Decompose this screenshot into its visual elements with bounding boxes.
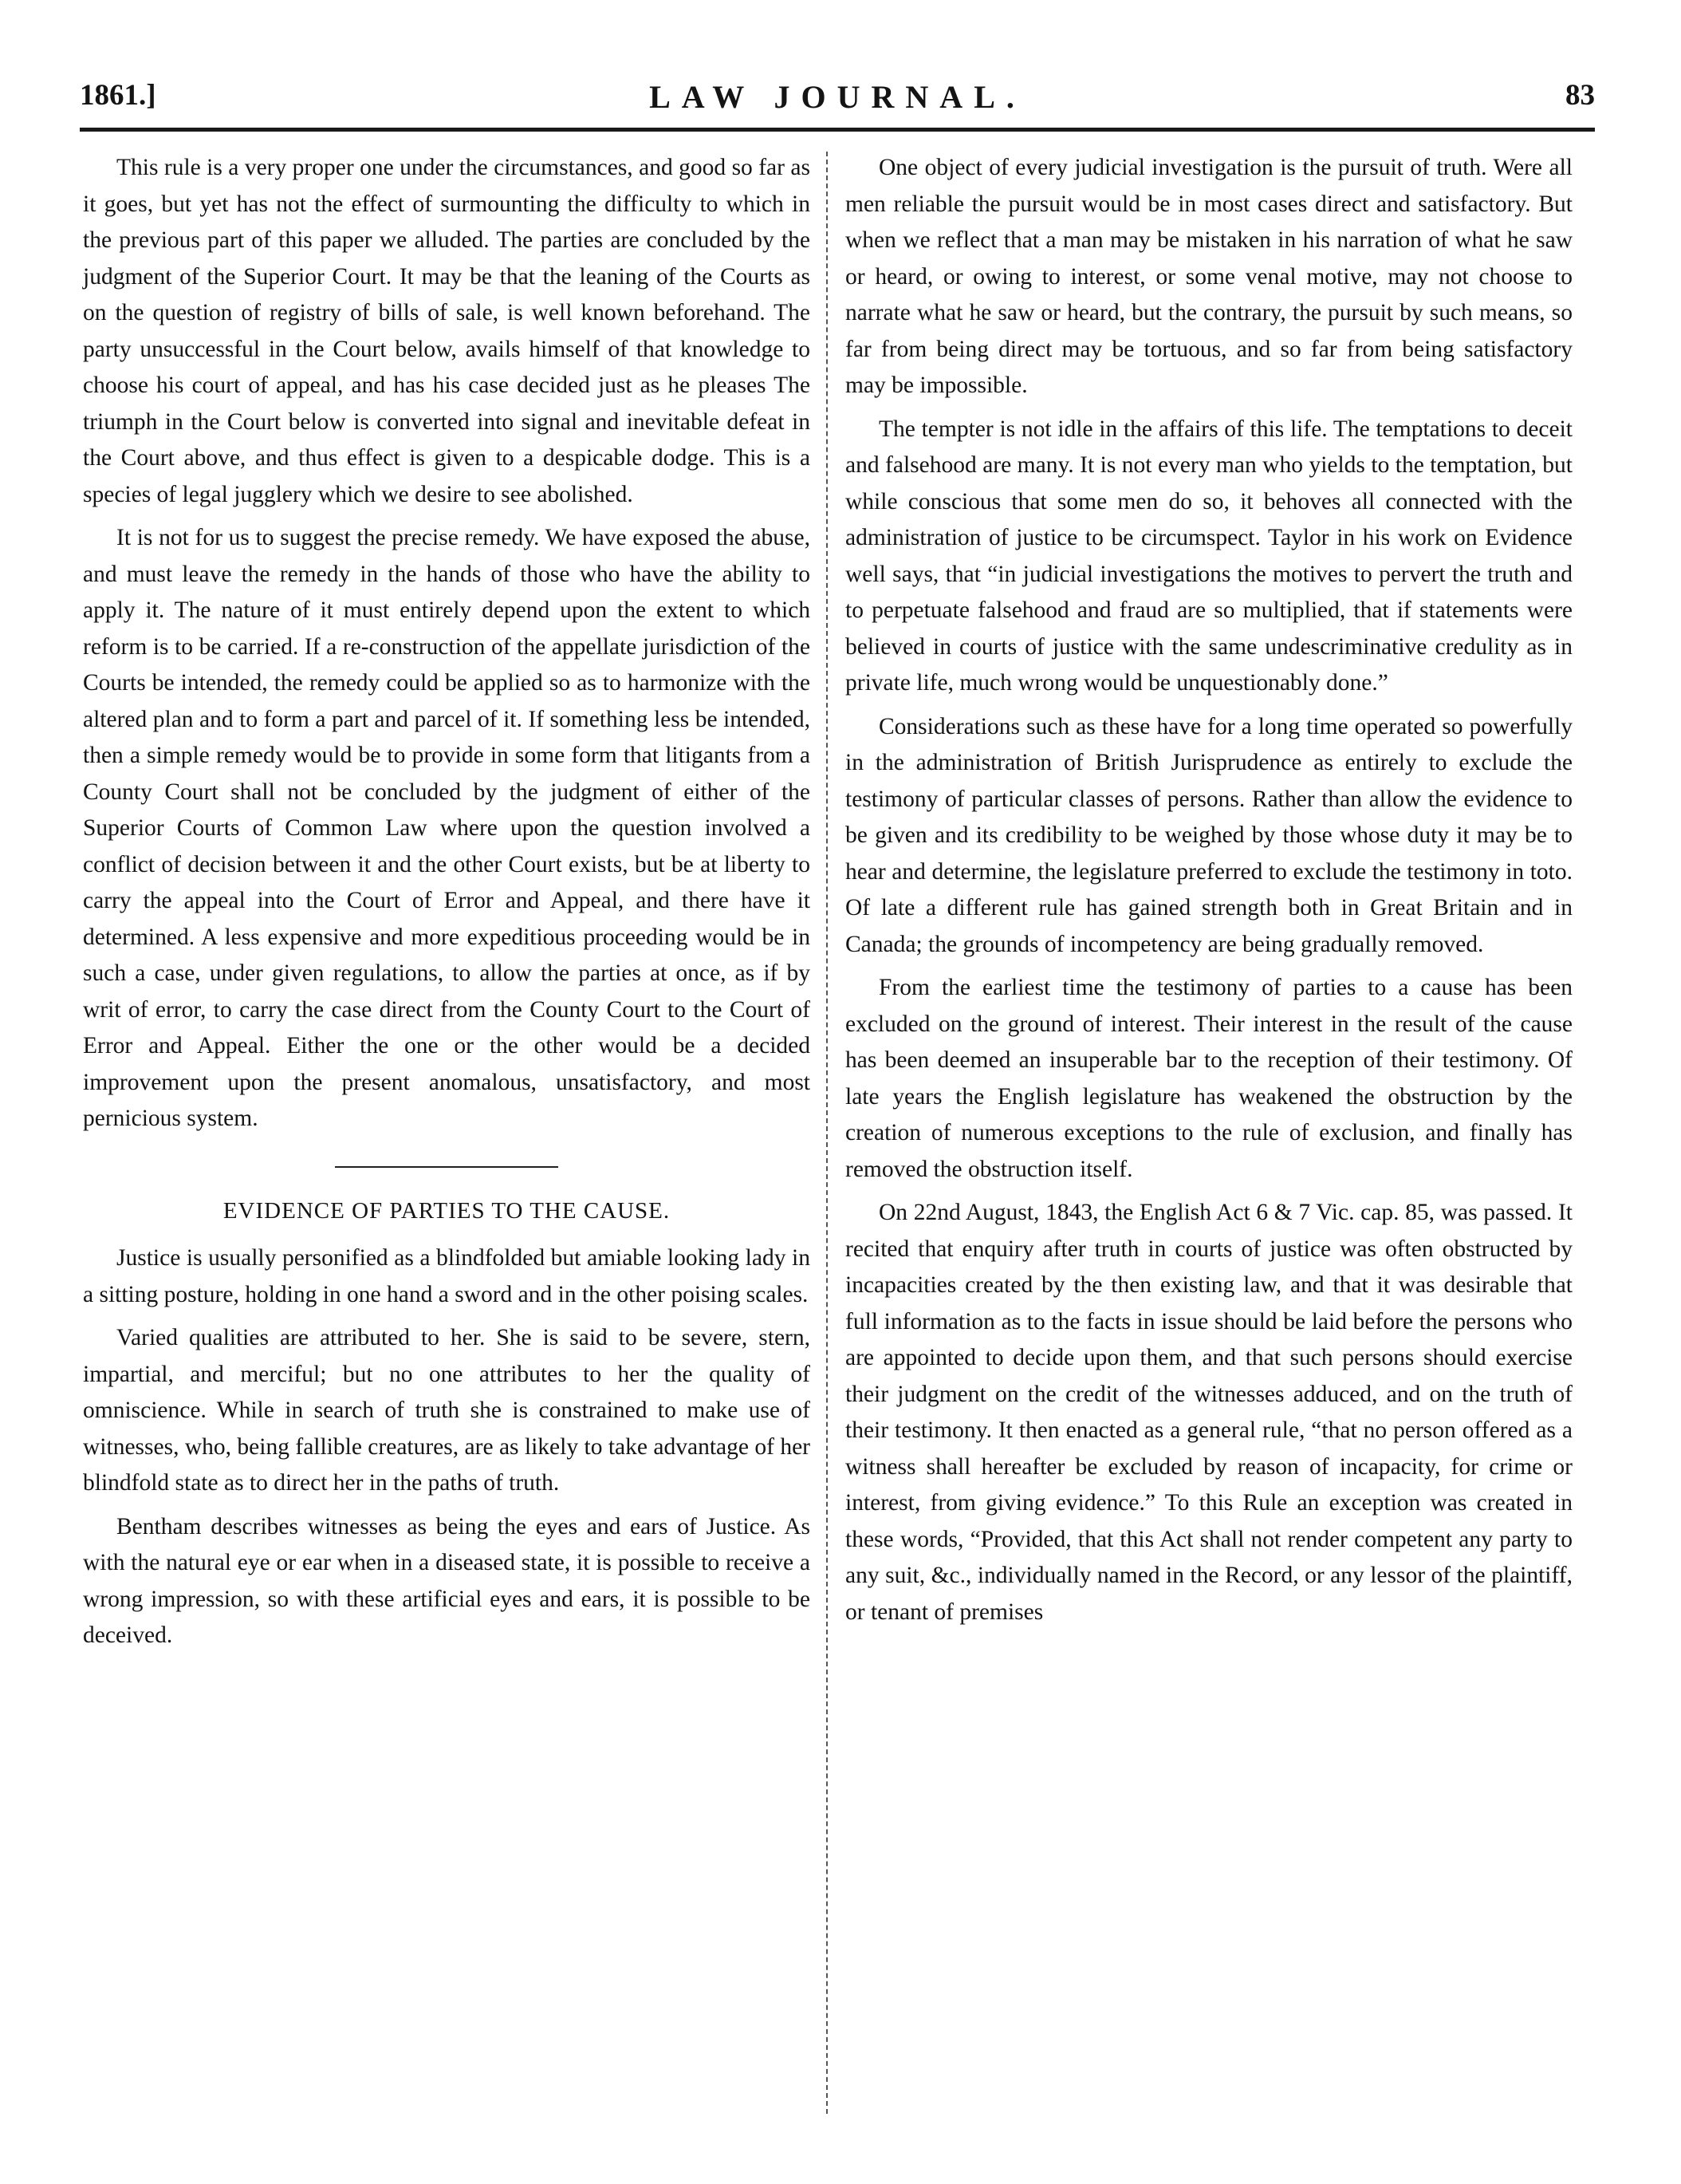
article-paragraph: Considerations such as these have for a long time operated so powerfully in the administration of British Jurisprudence as entirely to exclude the testimony of particular classes of persons. Rather than allow the evidence to be given and its credibility to be weighed by those whose duty it may be to hear and determine, the legislature preferred to exclude the testimony in toto. Of late a different rule has gained strength both in Great Britain and in Canada; the grounds of incompetency are being gradually removed. <box>845 713 1573 957</box>
section-title: EVIDENCE OF PARTIES TO THE CAUSE. <box>222 1197 671 1224</box>
header-rule <box>80 128 1595 132</box>
header-year: 1861.] <box>80 79 156 112</box>
left-column <box>83 150 810 1654</box>
running-header <box>80 78 1595 126</box>
section-separator <box>335 1166 558 1168</box>
article-paragraph: Justice is usually personified as a blindfolded but amiable looking lady in a sitting posture, holding in one hand a sword and in the other poising scales. <box>83 1245 810 1307</box>
journal-title: LAW JOURNAL. <box>649 79 1026 115</box>
right-column <box>845 150 1573 1630</box>
article-paragraph: The tempter is not idle in the affairs of this life. The temptations to deceit and falsehood are many. It is not every man who yields to the temptation, but while conscious that some men do so, it behoves all connected with the administration of justice to be circumspect. Taylor in his work on Evidence well says, that “in judicial investigations the motives to pervert the truth and to perpetuate falsehood and fraud are so multiplied, that if statements were believed in courts of justice with the same undescriminative credulity as in private life, much wrong would be unquestionably done.” <box>845 416 1573 696</box>
column-divider <box>826 152 828 2114</box>
article-paragraph: Varied qualities are attributed to her. She is said to be severe, stern, impartial, and merciful; but no one attributes to her the quality of omniscience. While in search of truth she is constrained to make use of witnesses, who, being fallible creatures, are as likely to take advantage of her blindfold state as to direct her in the paths of truth. <box>83 1325 810 1496</box>
article-paragraph: It is not for us to suggest the precise remedy. We have exposed the abuse, and must leave the remedy in the hands of those who have the ability to apply it. The nature of it must entirely depend upon the extent to which reform is to be carried. If a re-construction of the appellate jurisdiction of the Courts be intended, the remedy could be applied so as to harmonize with the altered plan and to form a part and parcel of it. If something less be intended, then a simple remedy would be to provide in some form that litigants from a County Court shall not be concluded by the judgment of either of the Superior Courts of Common Law where upon the question involved a conflict of decision between it and the other Court exists, but be at liberty to carry the appeal into the Court of Error and Appeal, and there have it determined. A less expensive and more expeditious proceeding would be in such a case, under given regulations, to allow the parties at once, as if by writ of error, to carry the case direct from the County Court to the Court of Error and Appeal. Either the one or the other would be a decided improvement upon the present anomalous, unsatisfactory, and most pernicious system. <box>83 525 810 1131</box>
article-paragraph: On 22nd August, 1843, the English Act 6 & 7 Vic. cap. 85, was passed. It recited that enquiry after truth in courts of justice was often obstructed by incapacities created by the then existing law, and that it was desirable that full information as to the facts in issue should be laid before the persons who are appointed to decide upon them, and that such persons should exercise their judgment on the credit of the witnesses adduced, and on the truth of their testimony. It then enacted as a general rule, “that no person offered as a witness shall hereafter be excluded by reason of incapacity, for crime or interest, from giving evidence.” To this Rule an exception was created in these words, “Provided, that this Act shall not render competent any party to any suit, &c., individually named in the Record, or any lessor of the plaintiff, or tenant of premises <box>845 1200 1573 1625</box>
article-paragraph: Bentham describes witnesses as being the eyes and ears of Justice. As with the natural eye or ear when in a diseased state, it is possible to receive a wrong impression, so with these artificial eyes and ears, it is possible to be deceived. <box>83 1513 810 1648</box>
article-paragraph: One object of every judicial investigation is the pursuit of truth. Were all men reliable the pursuit would be in most cases direct and satisfactory. But when we reflect that a man may be mistaken in his narration of what he saw or heard, or owing to interest, or some venal motive, may not choose to narrate what he saw or heard, but the contrary, the pursuit by such means, so far from being direct may be tortuous, and so far from being satisfactory may be impossible. <box>845 155 1573 398</box>
page-number: 83 <box>1565 79 1595 112</box>
article-paragraph: This rule is a very proper one under the circumstances, and good so far as it goes, but yet has not the effect of surmounting the difficulty to which in the previous part of this paper we alluded. The parties are concluded by the judgment of the Superior Court. It may be that the leaning of the Courts as on the question of registry of bills of sale, is well known beforehand. The party unsuccessful in the Court below, avails himself of that knowledge to choose his court of appeal, and has his case decided just as he pleases The triumph in the Court below is converted into signal and inevitable defeat in the Court above, and thus effect is given to a despicable dodge. This is a species of legal jugglery which we desire to see abolished. <box>83 155 810 507</box>
article-paragraph: From the earliest time the testimony of parties to a cause has been excluded on the ground of interest. Their interest in the result of the cause has been deemed an insuperable bar to the reception of their testimony. Of late years the English legislature has weakened the obstruction by the creation of numerous exceptions to the rule of exclusion, and finally has removed the obstruction itself. <box>845 975 1573 1182</box>
